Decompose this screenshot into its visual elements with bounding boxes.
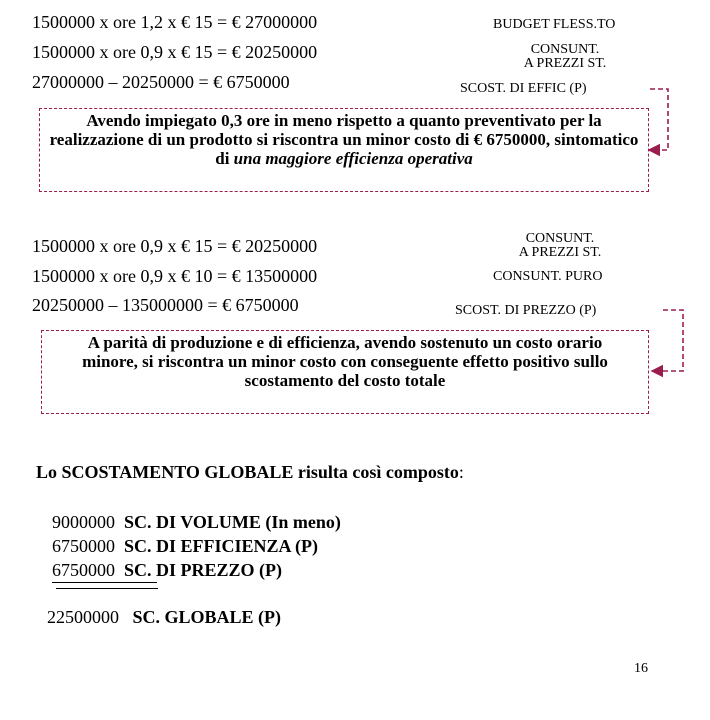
price-connector-arrow bbox=[652, 310, 683, 371]
efficiency-calc-line-2: 1500000 x ore 0,9 x € 15 = € 20250000 bbox=[32, 42, 318, 62]
efficiency-note-text bbox=[40, 111, 648, 168]
summary-intro bbox=[36, 462, 464, 483]
efficiency-note-box bbox=[39, 108, 649, 192]
efficiency-connector-arrow bbox=[649, 89, 668, 150]
summary-intro-text: Lo SCOSTAMENTO GLOBALE risulta così composto bbox=[36, 462, 459, 482]
summary-row-label: SC. DI EFFICIENZA (P) bbox=[124, 536, 319, 556]
label-price-variance: SCOST. DI PREZZO (P) bbox=[455, 303, 597, 318]
summary-row-label: SC. DI VOLUME (In meno) bbox=[124, 512, 341, 532]
price-calc-line-2: 1500000 x ore 0,9 x € 10 = € 13500000 bbox=[32, 266, 318, 286]
efficiency-note-main: Avendo impiegato 0,3 ore in meno rispetto a quanto preventivato per la realizzazione di un prodotto si riscontra un minor costo di € 6750000, sintomatico di bbox=[49, 111, 639, 168]
summary-row-value: 9000000 bbox=[52, 512, 115, 532]
summary-row bbox=[52, 536, 318, 557]
summary-total bbox=[47, 607, 281, 628]
label-efficiency-variance: SCOST. DI EFFIC (P) bbox=[460, 81, 587, 96]
sum-underline-1 bbox=[52, 582, 157, 583]
efficiency-note-emphasis: una maggiore efficienza operativa bbox=[233, 149, 473, 168]
summary-row bbox=[52, 560, 282, 581]
summary-row-value: 6750000 bbox=[52, 536, 115, 556]
label-line: CONSUNT. bbox=[530, 42, 600, 57]
label-actual-standard-prices-2 bbox=[495, 232, 625, 260]
page-number: 16 bbox=[634, 661, 648, 676]
price-calc-line-3: 20250000 – 135000000 = € 6750000 bbox=[32, 295, 299, 315]
price-note-box bbox=[41, 330, 649, 414]
label-budget-flexible: BUDGET FLESS.TO bbox=[493, 17, 616, 32]
price-calc-line-1: 1500000 x ore 0,9 x € 15 = € 20250000 bbox=[32, 236, 318, 256]
summary-total-value: 22500000 bbox=[47, 607, 119, 627]
summary-row bbox=[52, 512, 341, 533]
efficiency-calc-line-1: 1500000 x ore 1,2 x € 15 = € 27000000 bbox=[32, 12, 318, 32]
summary-intro-colon: : bbox=[458, 462, 464, 482]
efficiency-calc-line-3: 27000000 – 20250000 = € 6750000 bbox=[32, 72, 290, 92]
summary-row-label: SC. DI PREZZO (P) bbox=[124, 560, 283, 580]
summary-total-label: SC. GLOBALE (P) bbox=[132, 607, 282, 627]
price-note-text: A parità di produzione e di efficienza, avendo sostenuto un costo orario minore, si riscontra un minor costo con conseguente effetto positivo sullo scostamento del costo totale bbox=[82, 333, 608, 390]
label-actual-standard-prices bbox=[500, 43, 630, 71]
summary-row-value: 6750000 bbox=[52, 560, 115, 580]
label-line: A PREZZI ST. bbox=[518, 245, 602, 260]
sum-underline-2 bbox=[56, 588, 158, 589]
label-actual-pure: CONSUNT. PURO bbox=[493, 269, 603, 284]
label-line: CONSUNT. bbox=[525, 231, 595, 246]
label-line: A PREZZI ST. bbox=[523, 56, 607, 71]
